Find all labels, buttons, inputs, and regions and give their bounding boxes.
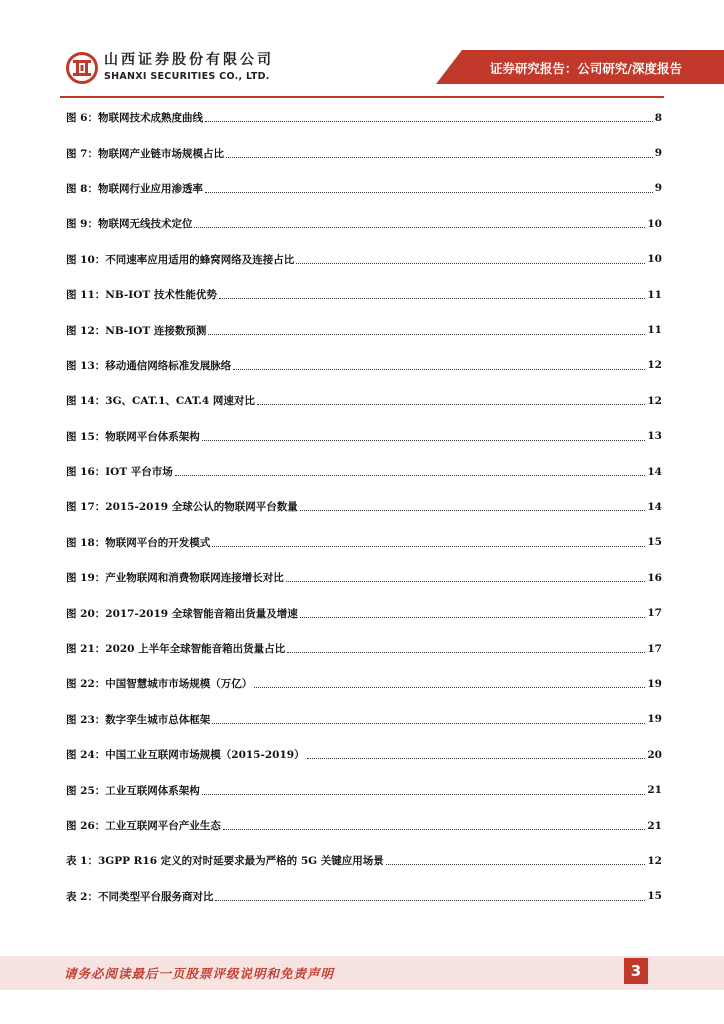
toc-entry-page: 9 [654, 147, 662, 160]
toc-entry-page: 11 [647, 324, 662, 337]
toc-entry-label: 图 6：物联网技术成熟度曲线 [66, 112, 203, 125]
table-of-contents [66, 100, 662, 914]
toc-entry[interactable] [66, 383, 662, 418]
toc-entry-page: 20 [647, 748, 662, 761]
toc-entry-label: 图 14：3G、CAT.1、CAT.4 网速对比 [66, 395, 255, 408]
toc-entry-label: 图 21：2020 上半年全球智能音箱出货量占比 [66, 643, 286, 656]
toc-entry-page: 13 [647, 430, 662, 443]
toc-entry[interactable] [66, 595, 662, 630]
toc-entry[interactable] [66, 879, 662, 914]
toc-entry[interactable] [66, 737, 662, 772]
toc-leader-dots [300, 510, 646, 511]
toc-leader-dots [212, 723, 645, 724]
toc-entry-label: 图 26：工业互联网平台产业生态 [66, 820, 221, 832]
toc-entry[interactable] [66, 525, 662, 560]
toc-entry-page: 19 [647, 713, 662, 726]
toc-entry[interactable] [66, 312, 662, 347]
toc-entry-page: 9 [654, 182, 662, 195]
toc-entry[interactable] [66, 100, 662, 135]
toc-leader-dots [202, 440, 646, 441]
toc-leader-dots [205, 121, 653, 122]
toc-entry-label: 图 24：中国工业互联网市场规模（2015-2019） [66, 749, 305, 762]
toc-leader-dots [175, 475, 646, 476]
toc-leader-dots [215, 900, 645, 901]
toc-leader-dots [300, 617, 646, 618]
toc-entry[interactable] [66, 772, 662, 807]
toc-entry-label: 图 16：IOT 平台市场 [66, 466, 173, 479]
toc-entry-page: 10 [647, 253, 662, 266]
toc-entry-label: 图 8：物联网行业应用渗透率 [66, 182, 203, 195]
toc-entry-label: 表 1：3GPP R16 定义的对时延要求最为严格的 5G 关键应用场景 [66, 855, 384, 868]
toc-entry-page: 12 [647, 854, 662, 867]
toc-entry-label: 图 7：物联网产业链市场规模占比 [66, 147, 224, 160]
toc-entry[interactable] [66, 843, 662, 878]
toc-entry[interactable] [66, 242, 662, 277]
toc-leader-dots [226, 157, 653, 158]
toc-leader-dots [287, 652, 645, 653]
company-name-cn: 山西证券股份有限公司 [104, 52, 274, 68]
toc-leader-dots [233, 369, 645, 370]
toc-entry-page: 16 [647, 571, 662, 584]
toc-entry[interactable] [66, 808, 662, 843]
toc-entry-page: 14 [647, 465, 662, 478]
toc-leader-dots [194, 227, 645, 228]
shanxi-securities-logo-icon [66, 52, 98, 84]
toc-entry-page: 14 [647, 500, 662, 513]
footer-disclaimer: 请务必阅读最后一页股票评级说明和免责声明 [64, 966, 335, 981]
toc-leader-dots [257, 404, 645, 405]
toc-entry-label: 图 25：工业互联网体系架构 [66, 784, 200, 797]
toc-entry-page: 21 [647, 784, 662, 797]
toc-entry-page: 21 [647, 819, 662, 832]
toc-entry-label: 表 2：不同类型平台服务商对比 [66, 890, 214, 903]
toc-entry-label: 图 18：物联网平台的开发模式 [66, 536, 211, 549]
toc-entry[interactable] [66, 348, 662, 383]
toc-entry[interactable] [66, 666, 662, 701]
company-name-en: SHANXI SECURITIES CO., LTD. [104, 71, 270, 82]
toc-entry[interactable] [66, 702, 662, 737]
toc-entry-label: 图 12：NB-IOT 连接数预测 [66, 324, 207, 337]
toc-entry-label: 图 9：物联网无线技术定位 [66, 218, 193, 231]
toc-entry-page: 15 [647, 536, 662, 549]
toc-entry[interactable] [66, 454, 662, 489]
page-number: 3 [624, 958, 648, 984]
page-header [0, 0, 724, 100]
toc-entry[interactable] [66, 277, 662, 312]
toc-entry[interactable] [66, 419, 662, 454]
header-divider [60, 96, 664, 98]
toc-leader-dots [208, 334, 645, 335]
company-name [104, 52, 274, 84]
toc-entry[interactable] [66, 206, 662, 241]
toc-entry-page: 17 [647, 642, 662, 655]
toc-leader-dots [307, 758, 646, 759]
toc-leader-dots [202, 794, 646, 795]
toc-leader-dots [296, 263, 645, 264]
toc-leader-dots [286, 581, 646, 582]
toc-entry[interactable] [66, 489, 662, 524]
report-type-label: 证券研究报告：公司研究/深度报告 [489, 61, 682, 76]
toc-leader-dots [205, 192, 653, 193]
toc-entry[interactable] [66, 135, 662, 170]
toc-entry-page: 17 [647, 607, 662, 620]
toc-leader-dots [219, 298, 646, 299]
toc-entry-label: 图 22：中国智慧城市市场规模（万亿） [66, 678, 253, 691]
toc-entry-label: 图 15：物联网平台体系架构 [66, 430, 200, 443]
toc-leader-dots [254, 687, 645, 688]
toc-entry-label: 图 11：NB-IOT 技术性能优势 [66, 289, 217, 302]
toc-entry-label: 图 20：2017-2019 全球智能音箱出货量及增速 [66, 607, 298, 620]
toc-entry-page: 8 [654, 111, 662, 124]
toc-entry-page: 12 [647, 394, 662, 407]
toc-entry-label: 图 19：产业物联网和消费物联网连接增长对比 [66, 572, 284, 585]
toc-leader-dots [223, 829, 646, 830]
toc-entry-page: 15 [647, 890, 662, 903]
toc-leader-dots [386, 864, 646, 865]
toc-entry-page: 12 [647, 359, 662, 372]
toc-entry[interactable] [66, 171, 662, 206]
toc-entry[interactable] [66, 631, 662, 666]
toc-leader-dots [212, 546, 645, 547]
toc-entry-label: 图 10：不同速率应用适用的蜂窝网络及连接占比 [66, 253, 295, 266]
toc-entry[interactable] [66, 560, 662, 595]
toc-entry-page: 11 [647, 288, 662, 301]
toc-entry-page: 19 [647, 677, 662, 690]
toc-entry-label: 图 17：2015-2019 全球公认的物联网平台数量 [66, 501, 298, 514]
toc-entry-label: 图 13：移动通信网络标准发展脉络 [66, 359, 232, 372]
toc-entry-page: 10 [647, 217, 662, 230]
toc-entry-label: 图 23：数字孪生城市总体框架 [66, 713, 211, 726]
